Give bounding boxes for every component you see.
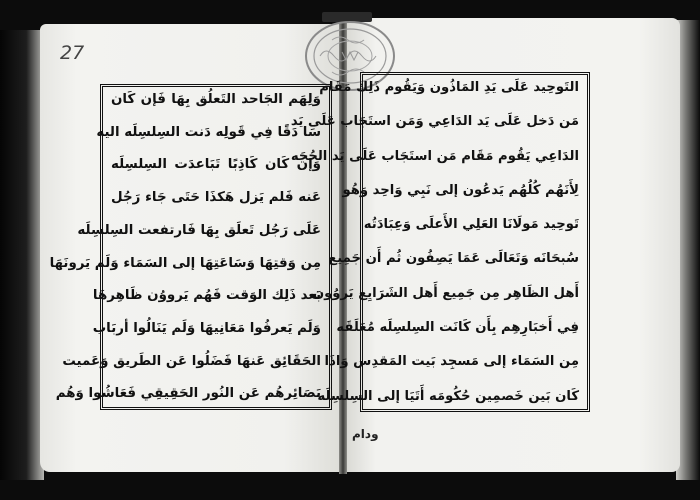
text-line: عَنه فَلم يَزل هَكذَا حَتَى جَاء رَجُل — [111, 190, 321, 206]
text-line: أَهل الظَاهِر مِن جَمِيع أَهل الشَرَايِع يَروُون — [312, 285, 579, 301]
text-line: بَعد ذَلِك الوَقت فَهُم يَرووُن ظَاهِرهَا — [92, 288, 321, 304]
text-line: كَان بَين خَصمِين حُكُومَه أَتَيَا إلى السِلسِلَه — [317, 388, 579, 404]
catchword: ودام — [352, 427, 379, 441]
text-line: الحَقَائِق عَنهَا فَضَلُوا عَن الطَريق وَعَميت — [62, 353, 321, 369]
page-number: 27 — [60, 42, 85, 64]
text-line: وَلَم يَعرفُوا مَعَانِيهَا وَلَم يَنَالُوا أربَاب — [92, 321, 321, 337]
text-line: مِن السَمَاء إلى مَسجِد بَيت المَقدِس وَاذَا — [324, 354, 579, 370]
left-cover-edge — [0, 30, 44, 480]
text-line: عَلَى رَجُل تَعلَق بِهَا فَارتفعت السِلسِلَه — [77, 222, 321, 238]
text-line: فِي أَخبَارِهِم بِأَن كَانَت السِلسِلَه مُعَلَقَه — [336, 320, 579, 336]
text-line: بَصَائِرهُم عَن النُور الحَقِيقِي فَعَاشُوا وَهُم — [55, 386, 321, 402]
text-line: تَوحِيد مَولَانَا العَلِي الأَعلَى وَعِبَادَتُه — [363, 217, 579, 233]
text-line: الدَاعِي يَقُوم مَقَام مَن استَجَاب عَلَى يَد الحُجَه — [290, 148, 579, 164]
text-line: وَلِهَم الجَاحد التَعلُق بِهَا فَإن كَان — [111, 92, 321, 107]
text-line: سُبحَانَه وَتَعَالَى عَمَا يَصِفُون ثُم أَن جَمِيع — [328, 251, 579, 267]
text-line: سَا دَقًا فِي قَولِه دَنت السِلسِلَه اليه — [96, 124, 321, 140]
text-line: مَن دَخل عَلَى يَد الدَاعِي وَمَن استَجَاب عَلَى يَد — [290, 114, 579, 130]
text-line: لِأَنَهُم كُلُهُم يَدعُون إلى نَبِي وَاحِد وَهُو — [342, 182, 579, 198]
text-line: التَوحِيد عَلَى يَدِ المَاذُون وَيَقُوم ذَلِك مَقَام — [319, 80, 579, 95]
text-line: مِن وَقتِهَا وَسَاعَتِهَا إلى السَمَاء وَلَم يَرونَهَا — [49, 255, 321, 271]
left-text-block — [49, 84, 332, 410]
text-line: وَإن كَان كَاذِبًا تَبَاعدَت السِلسِلَه — [111, 157, 321, 173]
right-text-block — [290, 72, 590, 412]
